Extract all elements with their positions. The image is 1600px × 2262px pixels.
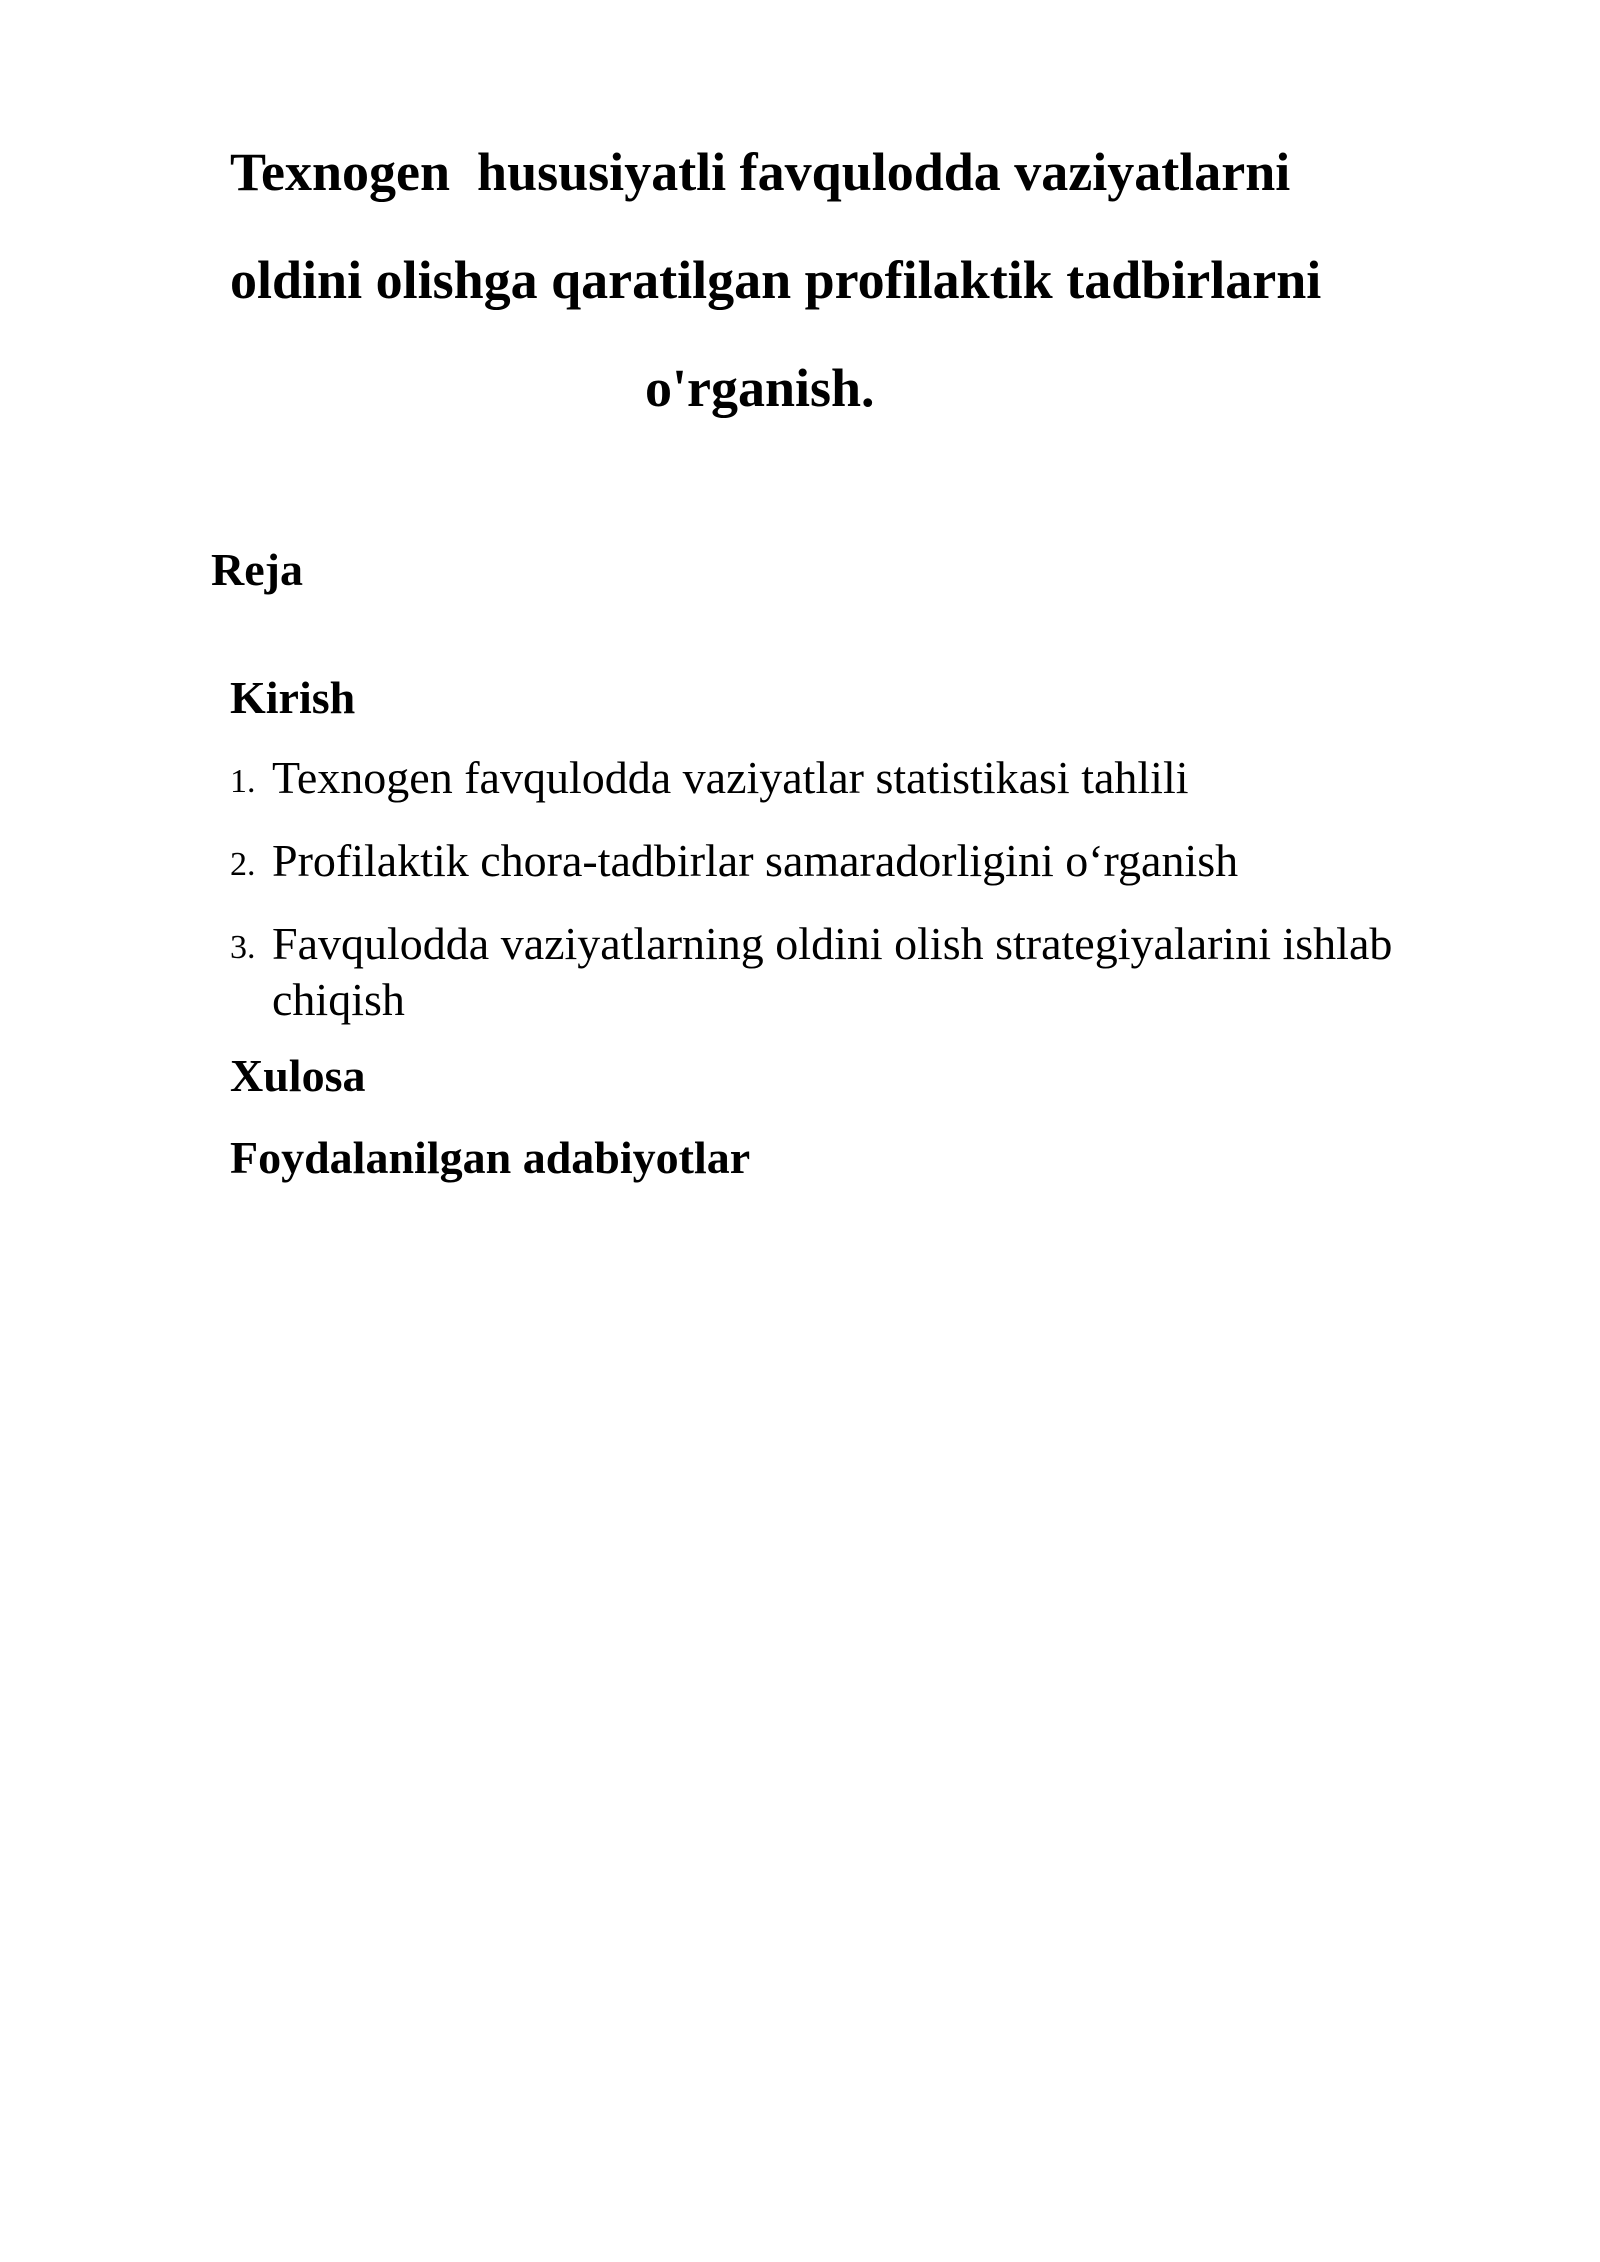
title-line-3: o'rganish. — [645, 358, 875, 418]
toc-item-text: Texnogen favqulodda vaziyatlar statistikasi tahlili — [272, 752, 1189, 803]
toc-item-number: 1. — [230, 763, 256, 800]
toc-item-1 — [230, 750, 1480, 806]
document-title — [200, 118, 1440, 442]
table-of-contents — [230, 668, 1480, 1188]
toc-item-number: 3. — [230, 929, 256, 966]
toc-item-2 — [230, 833, 1480, 889]
toc-conclusion: Xulosa — [230, 1050, 366, 1101]
title-line-1: Texnogen hususiyatli favqulodda vaziyatlarni — [230, 142, 1291, 202]
toc-intro: Kirish — [230, 672, 356, 723]
toc-item-text: Favqulodda vaziyatlarning oldini olish strategiyalarini ishlab chiqish — [272, 918, 1393, 1025]
toc-list — [230, 750, 1480, 1028]
toc-item-number: 2. — [230, 846, 256, 883]
toc-item-3 — [230, 916, 1480, 1028]
toc-item-text: Profilaktik chora-tadbirlar samaradorligini o‘rganish — [272, 835, 1239, 886]
title-line-2: oldini olishga qaratilgan profilaktik tadbirlarni — [230, 250, 1322, 310]
plan-heading: Reja — [211, 544, 303, 595]
toc-references: Foydalanilgan adabiyotlar — [230, 1132, 751, 1183]
